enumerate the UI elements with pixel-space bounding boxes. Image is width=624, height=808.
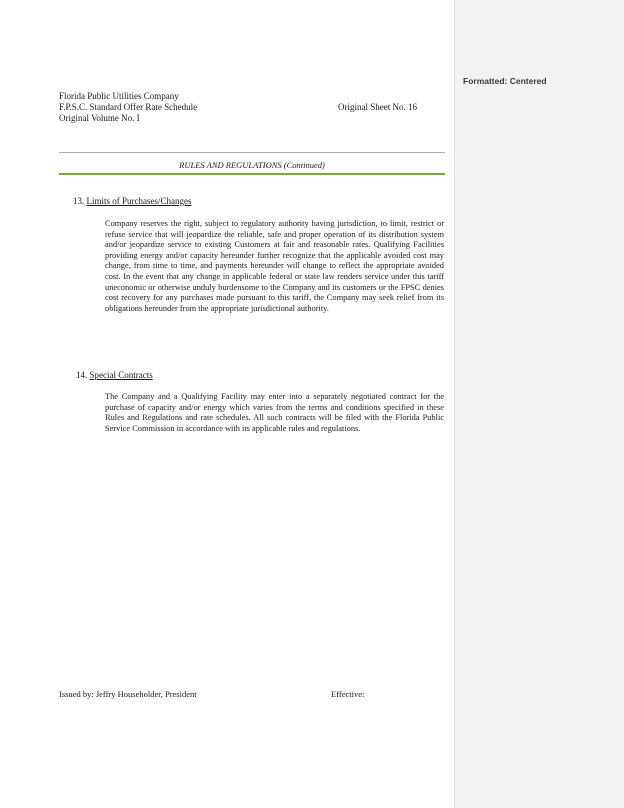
item-14-title: Special Contracts <box>89 370 153 380</box>
item-13-body: Company reserves the right, subject to regulatory authority having jurisdiction, to limit, restrict or refuse service that will jeopardize the reliable, safe and proper operation of its distribution system and/or jeopardize service to existing Customers at fair and reasonable rates. Qualifying Facilities providing energy and/or capacity hereunder further recognize that the applicable avoided cost may change, from time to time, and payments hereunder will change to reflect the appropriate avoided cost. In the event that any change in applicable federal or state law renders service under this tariff uneconomic or otherwise unduly burdensome to the Company and its customers or the FPSC denies cost recovery for any purchases made pursuant to this tariff, the Company may seek relief from its obligations hereunder from the appropriate jurisdictional authority. <box>105 219 444 313</box>
comment-pane <box>454 0 624 808</box>
comment-pane-title: Formatted: Centered <box>463 76 547 86</box>
footer-effective: Effective: <box>331 689 365 699</box>
footer-issued-by: Issued by: Jeffry Householder, President <box>59 689 197 699</box>
item-14-heading <box>76 370 153 381</box>
header-rule-top <box>59 152 445 153</box>
header-rule-bottom <box>59 173 445 175</box>
section-title: RULES AND REGULATIONS (Continued) <box>179 160 325 170</box>
item-14-number: 14. <box>76 370 88 380</box>
header-sheet-number: Original Sheet No. 16 <box>338 102 417 112</box>
item-13-number: 13. <box>73 196 85 206</box>
header-schedule: F.P.S.C. Standard Offer Rate Schedule <box>59 102 198 112</box>
item-13-title: Limits of Purchases/Changes <box>86 196 192 206</box>
item-13-heading <box>73 196 192 207</box>
item-14-body: The Company and a Qualifying Facility may enter into a separately negotiated contract for the purchase of capacity and/or energy which varies from the terms and conditions specified in these Rules and Regulations and rate schedules. All such contracts will be filed with the Florida Public Service Commission in accordance with its applicable rules and regulations. <box>105 392 444 433</box>
header-company: Florida Public Utilities Company <box>59 91 179 101</box>
header-volume: Original Volume No. I <box>59 113 140 123</box>
